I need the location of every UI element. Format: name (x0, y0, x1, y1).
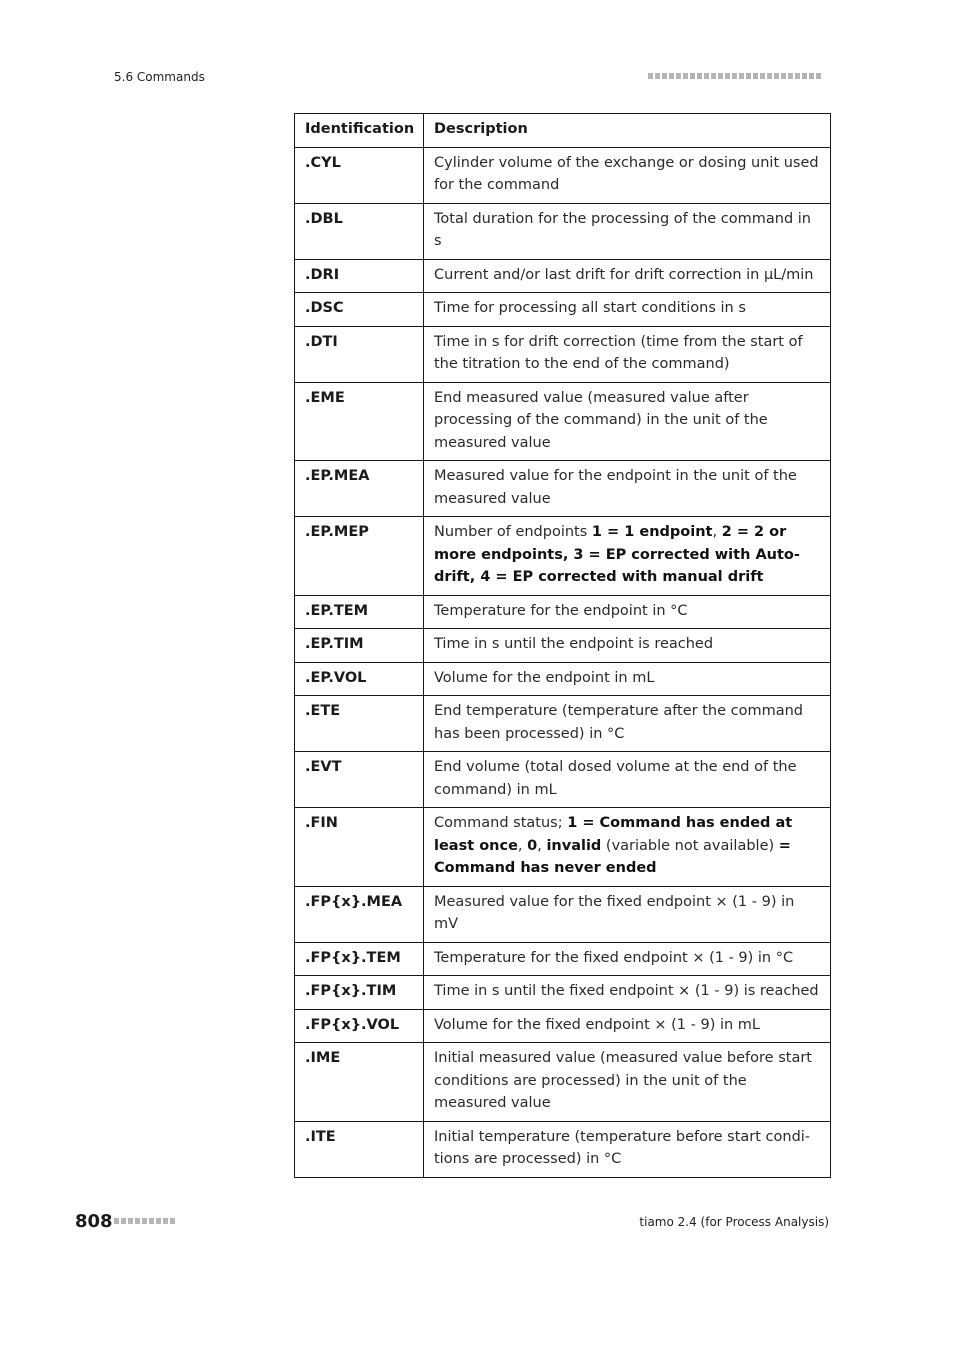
description-text: Initial temperature (temperature before start condi-tions are processed) in °C (434, 1128, 811, 1167)
description-text: , (537, 837, 547, 854)
identification-cell: .IME (295, 1043, 424, 1122)
identification-cell: .EME (295, 382, 424, 461)
table-row (295, 1121, 831, 1177)
table-row (295, 595, 831, 629)
description-text: Measured value for the endpoint in the unit of the measured value (434, 468, 797, 507)
table-row (295, 629, 831, 663)
description-bold-text: 2 = 2 or more endpoints, 3 = EP corrected with Auto-drift, 4 = EP corrected with manual drift (434, 524, 800, 585)
identification-cell: .EP.TEM (295, 595, 424, 629)
description-cell (424, 203, 831, 259)
identification-cell: .EVT (295, 752, 424, 808)
description-cell (424, 629, 831, 663)
description-cell (424, 1121, 831, 1177)
description-cell (424, 382, 831, 461)
description-cell (424, 886, 831, 942)
identification-cell: .FP{x}.TEM (295, 942, 424, 976)
description-bold-text: 0 (527, 837, 538, 854)
description-cell (424, 517, 831, 596)
identification-cell: .FP{x}.VOL (295, 1009, 424, 1043)
description-cell (424, 696, 831, 752)
description-text: Command status; (434, 815, 568, 831)
description-text: Volume for the fixed endpoint × (1 - 9) in mL (434, 1016, 761, 1033)
identification-cell: .FP{x}.MEA (295, 886, 424, 942)
identification-cell: .EP.MEP (295, 517, 424, 596)
description-cell (424, 942, 831, 976)
table-row (295, 147, 831, 203)
column-header-identification: Identification (295, 114, 424, 148)
description-text: Temperature for the fixed endpoint × (1 - 9) in °C (434, 949, 794, 966)
description-text: Time in s for drift correction (time from the start of the titration to the end of the command) (434, 333, 803, 372)
description-cell (424, 461, 831, 517)
identification-cell: .EP.MEA (295, 461, 424, 517)
description-text: , (712, 524, 722, 540)
description-text: Current and/or last drift for drift correction in µL/min (434, 266, 814, 283)
description-text: End measured value (measured value after processing of the command) in the unit of the measured value (434, 389, 768, 451)
identification-cell: .ITE (295, 1121, 424, 1177)
description-cell (424, 293, 831, 327)
description-bold-text: = Command has never ended (434, 837, 791, 876)
description-text: Temperature for the endpoint in °C (434, 602, 688, 619)
table-row (295, 1009, 831, 1043)
footer-decoration-dots (114, 1218, 175, 1224)
description-cell (424, 1043, 831, 1122)
table-row (295, 976, 831, 1010)
description-text: Cylinder volume of the exchange or dosing unit used for the command (434, 154, 819, 193)
description-cell (424, 595, 831, 629)
table-row (295, 326, 831, 382)
table-row (295, 886, 831, 942)
description-text: Time in s until the fixed endpoint × (1 - 9) is reached (434, 983, 819, 999)
description-cell (424, 662, 831, 696)
description-text: Initial measured value (measured value before start conditions are processed) in the unit of the measured value (434, 1050, 812, 1111)
description-text: Time for processing all start conditions in s (434, 300, 746, 316)
identification-cell: .EP.TIM (295, 629, 424, 663)
description-text: Total duration for the processing of the command in s (434, 210, 811, 249)
identification-cell: .CYL (295, 147, 424, 203)
table-row (295, 382, 831, 461)
description-text: End temperature (temperature after the command has been processed) in °C (434, 703, 804, 742)
description-cell (424, 1009, 831, 1043)
identification-cell: .ETE (295, 696, 424, 752)
identification-cell: .DBL (295, 203, 424, 259)
table-row (295, 808, 831, 887)
table-row (295, 461, 831, 517)
description-text: End volume (total dosed volume at the end of the command) in mL (434, 759, 797, 798)
footer-product-name: tiamo 2.4 (for Process Analysis) (639, 1215, 829, 1229)
table-row (295, 293, 831, 327)
table-row (295, 662, 831, 696)
description-text: Time in s until the endpoint is reached (434, 636, 714, 652)
table-row (295, 1043, 831, 1122)
table-row (295, 752, 831, 808)
column-header-description: Description (424, 114, 831, 148)
table-row (295, 259, 831, 293)
page-number: 808 (75, 1211, 113, 1232)
identification-cell: .FP{x}.TIM (295, 976, 424, 1010)
description-cell (424, 326, 831, 382)
table-row (295, 696, 831, 752)
table-row (295, 517, 831, 596)
table-row (295, 942, 831, 976)
description-text: Number of endpoints (434, 524, 592, 540)
description-cell (424, 752, 831, 808)
description-bold-text: invalid (546, 837, 602, 854)
section-header: 5.6 Commands (114, 70, 205, 84)
table-body (295, 147, 831, 1177)
description-cell (424, 976, 831, 1010)
description-cell (424, 259, 831, 293)
description-bold-text: 1 = Command has ended at least once (434, 815, 793, 854)
identification-cell: .FIN (295, 808, 424, 887)
description-cell (424, 147, 831, 203)
identification-cell: .EP.VOL (295, 662, 424, 696)
identification-cell: .DRI (295, 259, 424, 293)
identification-cell: .DTI (295, 326, 424, 382)
description-text: (variable not available) (601, 837, 779, 854)
description-bold-text: 1 = 1 endpoint (591, 524, 713, 540)
table-row (295, 203, 831, 259)
command-variables-table (294, 113, 831, 1178)
description-text: Measured value for the fixed endpoint × (1 - 9) in mV (434, 893, 795, 932)
identification-cell: .DSC (295, 293, 424, 327)
table-header-row (295, 114, 831, 148)
description-text: Volume for the endpoint in mL (434, 669, 655, 686)
header-decoration-dots (648, 73, 821, 79)
description-cell (424, 808, 831, 887)
description-text: , (517, 837, 528, 854)
